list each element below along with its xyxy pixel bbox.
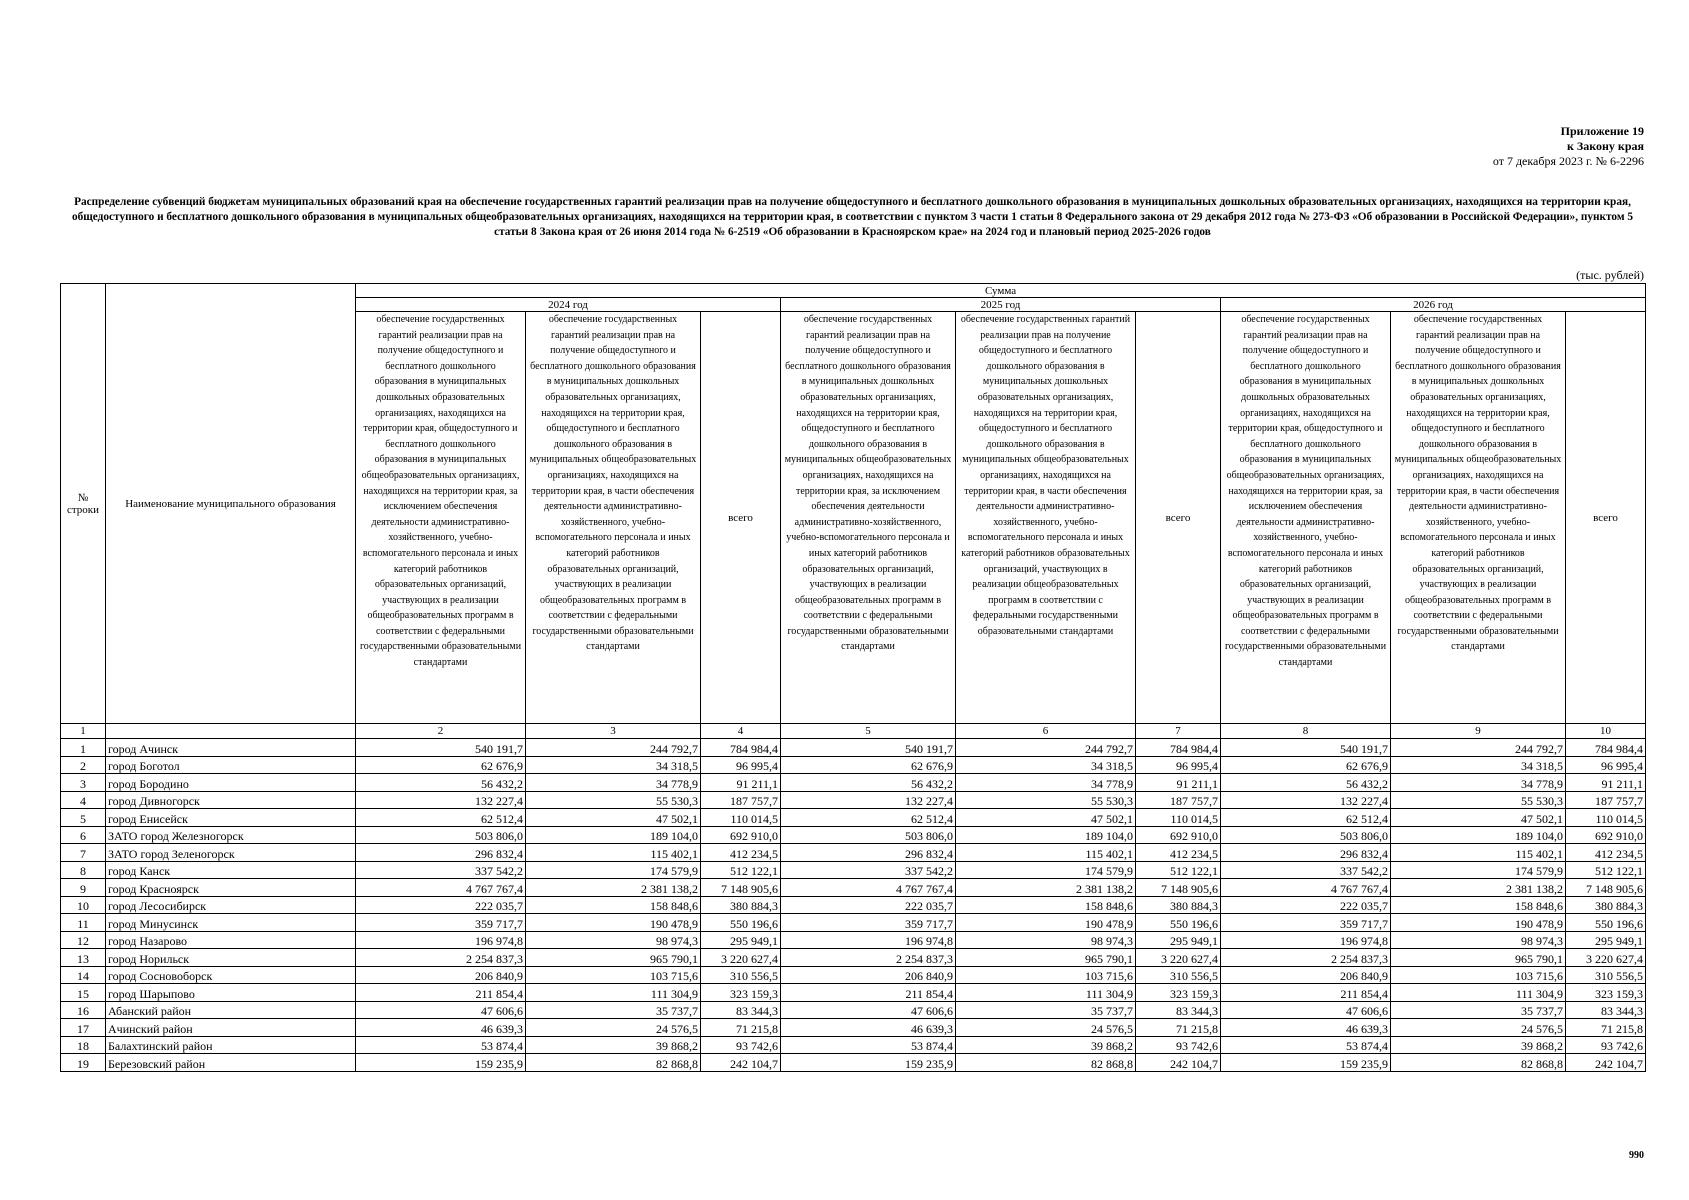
table-row: [61, 791, 1646, 809]
amount-2026-a-cell: 47 606,6: [1221, 1001, 1391, 1019]
amount-2025-total-cell: 71 215,8: [1136, 1019, 1221, 1037]
amount-2025-a-cell: 62 676,9: [781, 756, 956, 774]
amount-2025-b-cell: 103 715,6: [956, 966, 1136, 984]
amount-2024-b-cell: 111 304,9: [526, 984, 701, 1002]
header-municipality-name: Наименование муниципального образования: [106, 284, 356, 724]
amount-2025-a-cell: 56 432,2: [781, 774, 956, 792]
appendix-reference: [1493, 124, 1644, 169]
table-row: [61, 1036, 1646, 1054]
municipality-name-cell: Ачинский район: [106, 1019, 356, 1037]
amount-2024-b-cell: 35 737,7: [526, 1001, 701, 1019]
amount-2024-a-cell: 2 254 837,3: [356, 949, 526, 967]
amount-2026-a-cell: 132 227,4: [1221, 791, 1391, 809]
document-title: Распределение субвенций бюджетам муниципальных образований края на обеспечение государственных гарантий реализации прав на получение общедоступного и бесплатного дошкольного образования в муниципальных дошкольных образовательных организациях, находящихся на территории края, общедоступного и бесплатного дошкольного образования в муниципальных общеобразовательных организациях, находящихся на территории края, в соответствии с пунктом 3 части 1 статьи 8 Федерального закона от 29 декабря 2012 года № 273-ФЗ «Об образовании в Российской Федерации», пунктом 5 статьи 8 Закона края от 26 июня 2014 года № 6-2519 «Об образовании в Красноярском крае» на 2024 год и плановый период 2025-2026 годов: [71, 196, 1634, 238]
amount-2025-b-cell: 2 381 138,2: [956, 879, 1136, 897]
amount-2024-b-cell: 115 402,1: [526, 844, 701, 862]
amount-2024-a-cell: 359 717,7: [356, 914, 526, 932]
appendix-line-3: от 7 декабря 2023 г. № 6-2296: [1492, 154, 1644, 168]
amount-2025-b-cell: 174 579,9: [956, 861, 1136, 879]
amount-2024-b-cell: 98 974,3: [526, 931, 701, 949]
municipality-name-cell: Балахтинский район: [106, 1036, 356, 1054]
amount-2026-b-cell: 47 502,1: [1391, 809, 1566, 827]
amount-2025-total-cell: 692 910,0: [1136, 826, 1221, 844]
amount-2024-a-cell: 4 767 767,4: [356, 879, 526, 897]
amount-2025-a-cell: 2 254 837,3: [781, 949, 956, 967]
table-row: [61, 774, 1646, 792]
header-year-2024: 2024 год: [356, 298, 781, 312]
amount-2026-b-cell: 39 868,2: [1391, 1036, 1566, 1054]
municipality-name-cell: город Сосновоборск: [106, 966, 356, 984]
amount-2024-b-cell: 39 868,2: [526, 1036, 701, 1054]
amount-2026-a-cell: 296 832,4: [1221, 844, 1391, 862]
amount-2026-a-cell: 56 432,2: [1221, 774, 1391, 792]
table-row: [61, 756, 1646, 774]
amount-2026-a-cell: 206 840,9: [1221, 966, 1391, 984]
amount-2024-total-cell: 7 148 905,6: [701, 879, 781, 897]
municipality-name-cell: город Красноярск: [106, 879, 356, 897]
table-row: [61, 966, 1646, 984]
amount-2024-total-cell: 784 984,4: [701, 739, 781, 757]
amount-2024-total-cell: 323 159,3: [701, 984, 781, 1002]
amount-2024-a-cell: 62 676,9: [356, 756, 526, 774]
amount-2026-total-cell: 71 215,8: [1566, 1019, 1646, 1037]
amount-2026-total-cell: 187 757,7: [1566, 791, 1646, 809]
amount-2026-a-cell: 4 767 767,4: [1221, 879, 1391, 897]
amount-2025-a-cell: 62 512,4: [781, 809, 956, 827]
amount-2025-total-cell: 380 884,3: [1136, 896, 1221, 914]
amount-2026-b-cell: 103 715,6: [1391, 966, 1566, 984]
amount-2024-total-cell: 380 884,3: [701, 896, 781, 914]
amount-2025-b-cell: 115 402,1: [956, 844, 1136, 862]
row-number-cell: 19: [61, 1054, 106, 1072]
amount-2025-a-cell: 46 639,3: [781, 1019, 956, 1037]
header-col-5: обеспечение государственных гарантий реализации прав на получение общедоступного и бесплатного дошкольного образования в муниципальных дошкольных образовательных организациях, находящихся на территории края, общедоступного и бесплатного дошкольного образования в муниципальных общеобразовательных организациях, находящихся на территории края, за исключением обеспечения деятельности административно-хозяйственного, учебно-вспомогательного персонала и иных категорий работников образовательных организаций, участвующих в реализации общеобразовательных программ в соответствии с федеральными государственными образовательными стандартами: [781, 312, 956, 724]
table-row: [61, 1054, 1646, 1072]
municipality-name-cell: город Дивногорск: [106, 791, 356, 809]
amount-2025-total-cell: 323 159,3: [1136, 984, 1221, 1002]
amount-2024-a-cell: 222 035,7: [356, 896, 526, 914]
amount-2025-a-cell: 337 542,2: [781, 861, 956, 879]
amount-2024-a-cell: 53 874,4: [356, 1036, 526, 1054]
amount-2025-b-cell: 98 974,3: [956, 931, 1136, 949]
amount-2025-total-cell: 93 742,6: [1136, 1036, 1221, 1054]
row-number-cell: 4: [61, 791, 106, 809]
header-col-3: обеспечение государственных гарантий реализации прав на получение общедоступного и бесплатного дошкольного образования в муниципальных дошкольных образовательных организациях, находящихся на территории края, общедоступного и бесплатного дошкольного образования в муниципальных общеобразовательных организациях, находящихся на территории края, в части обеспечения деятельности административно-хозяйственного, учебно-вспомогательного персонала и иных категорий работников образовательных организаций, участвующих в реализации общеобразовательных программ в соответствии с федеральными государственными образовательными стандартами: [526, 312, 701, 724]
amount-2024-total-cell: 93 742,6: [701, 1036, 781, 1054]
amount-2024-b-cell: 244 792,7: [526, 739, 701, 757]
row-number-cell: 12: [61, 931, 106, 949]
column-number: 3: [526, 724, 701, 739]
header-col-8: обеспечение государственных гарантий реализации прав на получение общедоступного и бесплатного дошкольного образования в муниципальных дошкольных образовательных организациях, находящихся на территории края, общедоступного и бесплатного дошкольного образования в муниципальных общеобразовательных организациях, находящихся на территории края, за исключением обеспечения деятельности административно-хозяйственного, учебно-вспомогательного персонала и иных категорий работников образовательных организаций, участвующих в реализации общеобразовательных программ в соответствии с федеральными государственными образовательными стандартами: [1221, 312, 1391, 724]
amount-2024-total-cell: 71 215,8: [701, 1019, 781, 1037]
amount-2025-b-cell: 158 848,6: [956, 896, 1136, 914]
amount-2026-b-cell: 98 974,3: [1391, 931, 1566, 949]
amount-2024-a-cell: 62 512,4: [356, 809, 526, 827]
amount-2026-total-cell: 91 211,1: [1566, 774, 1646, 792]
amount-2025-b-cell: 244 792,7: [956, 739, 1136, 757]
table-row: [61, 914, 1646, 932]
amount-2025-b-cell: 47 502,1: [956, 809, 1136, 827]
municipality-name-cell: город Боготол: [106, 756, 356, 774]
amount-2026-total-cell: 784 984,4: [1566, 739, 1646, 757]
table-body: [61, 739, 1646, 1072]
amount-2026-a-cell: 159 235,9: [1221, 1054, 1391, 1072]
row-number-cell: 16: [61, 1001, 106, 1019]
amount-2026-a-cell: 53 874,4: [1221, 1036, 1391, 1054]
column-number: 4: [701, 724, 781, 739]
amount-2025-total-cell: 512 122,1: [1136, 861, 1221, 879]
amount-2026-b-cell: 158 848,6: [1391, 896, 1566, 914]
table-row: [61, 1001, 1646, 1019]
amount-2025-total-cell: 7 148 905,6: [1136, 879, 1221, 897]
row-number-cell: 3: [61, 774, 106, 792]
table-row: [61, 809, 1646, 827]
amount-2026-total-cell: 83 344,3: [1566, 1001, 1646, 1019]
amount-2024-b-cell: 24 576,5: [526, 1019, 701, 1037]
appendix-line-1: Приложение 19: [1560, 124, 1644, 138]
amount-2024-a-cell: 46 639,3: [356, 1019, 526, 1037]
amount-2024-total-cell: 310 556,5: [701, 966, 781, 984]
amount-2026-total-cell: 323 159,3: [1566, 984, 1646, 1002]
amount-2024-total-cell: 83 344,3: [701, 1001, 781, 1019]
amount-2026-b-cell: 115 402,1: [1391, 844, 1566, 862]
table-row: [61, 826, 1646, 844]
amount-2025-total-cell: 187 757,7: [1136, 791, 1221, 809]
amount-2026-total-cell: 512 122,1: [1566, 861, 1646, 879]
row-number-cell: 6: [61, 826, 106, 844]
amount-2024-b-cell: 965 790,1: [526, 949, 701, 967]
header-col-7-total: всего: [1136, 312, 1221, 724]
municipality-name-cell: город Норильск: [106, 949, 356, 967]
amount-2024-b-cell: 34 318,5: [526, 756, 701, 774]
amount-2026-total-cell: 295 949,1: [1566, 931, 1646, 949]
column-number: 7: [1136, 724, 1221, 739]
row-number-cell: 13: [61, 949, 106, 967]
amount-2024-b-cell: 2 381 138,2: [526, 879, 701, 897]
amount-2024-total-cell: 187 757,7: [701, 791, 781, 809]
municipality-name-cell: город Лесосибирск: [106, 896, 356, 914]
amount-2024-total-cell: 692 910,0: [701, 826, 781, 844]
amount-2025-total-cell: 3 220 627,4: [1136, 949, 1221, 967]
amount-2025-total-cell: 91 211,1: [1136, 774, 1221, 792]
amount-2025-a-cell: 4 767 767,4: [781, 879, 956, 897]
amount-2026-total-cell: 96 995,4: [1566, 756, 1646, 774]
row-number-cell: 15: [61, 984, 106, 1002]
amount-2026-a-cell: 540 191,7: [1221, 739, 1391, 757]
row-number-cell: 17: [61, 1019, 106, 1037]
amount-2025-a-cell: 359 717,7: [781, 914, 956, 932]
row-number-cell: 9: [61, 879, 106, 897]
amount-2024-a-cell: 47 606,6: [356, 1001, 526, 1019]
header-sum: Сумма: [356, 284, 1646, 298]
amount-2025-total-cell: 295 949,1: [1136, 931, 1221, 949]
amount-2026-b-cell: 190 478,9: [1391, 914, 1566, 932]
table-row: [61, 844, 1646, 862]
column-number: 8: [1221, 724, 1391, 739]
row-number-cell: 10: [61, 896, 106, 914]
amount-2026-b-cell: 2 381 138,2: [1391, 879, 1566, 897]
amount-2026-a-cell: 62 512,4: [1221, 809, 1391, 827]
header-row-number: № строки: [61, 284, 106, 724]
amount-2024-total-cell: 242 104,7: [701, 1054, 781, 1072]
amount-2026-a-cell: 196 974,8: [1221, 931, 1391, 949]
amount-2025-b-cell: 34 778,9: [956, 774, 1136, 792]
amount-2026-a-cell: 359 717,7: [1221, 914, 1391, 932]
amount-2025-b-cell: 965 790,1: [956, 949, 1136, 967]
amount-2025-a-cell: 53 874,4: [781, 1036, 956, 1054]
row-number-cell: 8: [61, 861, 106, 879]
amount-2024-b-cell: 55 530,3: [526, 791, 701, 809]
amount-2026-b-cell: 34 778,9: [1391, 774, 1566, 792]
column-number: 6: [956, 724, 1136, 739]
amount-2025-a-cell: 222 035,7: [781, 896, 956, 914]
amount-2025-a-cell: 296 832,4: [781, 844, 956, 862]
amount-2025-b-cell: 55 530,3: [956, 791, 1136, 809]
table-row: [61, 896, 1646, 914]
amount-2025-b-cell: 189 104,0: [956, 826, 1136, 844]
column-number: [106, 724, 356, 739]
amount-2024-b-cell: 158 848,6: [526, 896, 701, 914]
header-col-2: обеспечение государственных гарантий реализации прав на получение общедоступного и бесплатного дошкольного образования в муниципальных дошкольных образовательных организациях, находящихся на территории края, общедоступного и бесплатного дошкольного образования в муниципальных общеобразовательных организациях, находящихся на территории края, за исключением обеспечения деятельности административно-хозяйственного, учебно-вспомогательного персонала и иных категорий работников образовательных организаций, участвующих в реализации общеобразовательных программ в соответствии с федеральными государственными образовательными стандартами: [356, 312, 526, 724]
row-number-cell: 2: [61, 756, 106, 774]
amount-2026-b-cell: 174 579,9: [1391, 861, 1566, 879]
amount-2026-b-cell: 82 868,8: [1391, 1054, 1566, 1072]
amount-2026-b-cell: 55 530,3: [1391, 791, 1566, 809]
row-number-cell: 11: [61, 914, 106, 932]
amount-2026-a-cell: 222 035,7: [1221, 896, 1391, 914]
amount-2026-total-cell: 7 148 905,6: [1566, 879, 1646, 897]
amount-2025-a-cell: 206 840,9: [781, 966, 956, 984]
municipality-name-cell: ЗАТО город Зеленогорск: [106, 844, 356, 862]
amount-2025-a-cell: 503 806,0: [781, 826, 956, 844]
column-number: 2: [356, 724, 526, 739]
amount-2025-a-cell: 132 227,4: [781, 791, 956, 809]
row-number-cell: 14: [61, 966, 106, 984]
municipality-name-cell: Березовский район: [106, 1054, 356, 1072]
column-number: 10: [1566, 724, 1646, 739]
amount-2026-total-cell: 110 014,5: [1566, 809, 1646, 827]
table-row: [61, 931, 1646, 949]
amount-2025-a-cell: 540 191,7: [781, 739, 956, 757]
header-year-2026: 2026 год: [1221, 298, 1646, 312]
amount-2025-b-cell: 82 868,8: [956, 1054, 1136, 1072]
subvention-table: [60, 283, 1646, 1072]
amount-2024-total-cell: 96 995,4: [701, 756, 781, 774]
amount-2026-b-cell: 35 737,7: [1391, 1001, 1566, 1019]
amount-2024-total-cell: 412 234,5: [701, 844, 781, 862]
row-number-cell: 18: [61, 1036, 106, 1054]
amount-2026-a-cell: 46 639,3: [1221, 1019, 1391, 1037]
amount-2026-b-cell: 24 576,5: [1391, 1019, 1566, 1037]
amount-2024-b-cell: 82 868,8: [526, 1054, 701, 1072]
amount-2024-total-cell: 512 122,1: [701, 861, 781, 879]
table-row: [61, 861, 1646, 879]
amount-2024-a-cell: 211 854,4: [356, 984, 526, 1002]
amount-2026-a-cell: 211 854,4: [1221, 984, 1391, 1002]
amount-2024-total-cell: 295 949,1: [701, 931, 781, 949]
table-row: [61, 1019, 1646, 1037]
appendix-line-2: к Закону края: [1567, 139, 1644, 153]
row-number-cell: 5: [61, 809, 106, 827]
municipality-name-cell: город Канск: [106, 861, 356, 879]
amount-2025-b-cell: 34 318,5: [956, 756, 1136, 774]
table-row: [61, 949, 1646, 967]
municipality-name-cell: город Бородино: [106, 774, 356, 792]
amount-2025-total-cell: 784 984,4: [1136, 739, 1221, 757]
header-year-2025: 2025 год: [781, 298, 1221, 312]
amount-2026-total-cell: 692 910,0: [1566, 826, 1646, 844]
column-number: 5: [781, 724, 956, 739]
amount-2024-total-cell: 110 014,5: [701, 809, 781, 827]
amount-2024-a-cell: 56 432,2: [356, 774, 526, 792]
amount-2025-a-cell: 196 974,8: [781, 931, 956, 949]
amount-2025-total-cell: 412 234,5: [1136, 844, 1221, 862]
table-row: [61, 739, 1646, 757]
amount-2026-a-cell: 62 676,9: [1221, 756, 1391, 774]
amount-2024-total-cell: 550 196,6: [701, 914, 781, 932]
row-number-cell: 7: [61, 844, 106, 862]
amount-2025-b-cell: 24 576,5: [956, 1019, 1136, 1037]
amount-2025-total-cell: 242 104,7: [1136, 1054, 1221, 1072]
units-label: (тыс. рублей): [1576, 268, 1644, 282]
amount-2024-a-cell: 159 235,9: [356, 1054, 526, 1072]
amount-2024-b-cell: 190 478,9: [526, 914, 701, 932]
amount-2025-total-cell: 550 196,6: [1136, 914, 1221, 932]
amount-2025-a-cell: 211 854,4: [781, 984, 956, 1002]
amount-2024-a-cell: 337 542,2: [356, 861, 526, 879]
municipality-name-cell: город Ачинск: [106, 739, 356, 757]
amount-2024-b-cell: 103 715,6: [526, 966, 701, 984]
column-number: 1: [61, 724, 106, 739]
amount-2024-a-cell: 196 974,8: [356, 931, 526, 949]
amount-2026-b-cell: 189 104,0: [1391, 826, 1566, 844]
header-col-6: обеспечение государственных гарантий реализации прав на получение общедоступного и бесплатного дошкольного образования в муниципальных дошкольных образовательных организациях, находящихся на территории края, общедоступного и бесплатного дошкольного образования в муниципальных общеобразовательных организациях, находящихся на территории края, в части обеспечения деятельности административно-хозяйственного, учебно-вспомогательного персонала и иных категорий работников образовательных организаций, участвующих в реализации общеобразовательных программ в соответствии с федеральными государственными образовательными стандартами: [956, 312, 1136, 724]
amount-2026-total-cell: 380 884,3: [1566, 896, 1646, 914]
amount-2024-a-cell: 503 806,0: [356, 826, 526, 844]
table-row: [61, 879, 1646, 897]
municipality-name-cell: город Енисейск: [106, 809, 356, 827]
row-number-cell: 1: [61, 739, 106, 757]
amount-2024-a-cell: 132 227,4: [356, 791, 526, 809]
amount-2026-total-cell: 550 196,6: [1566, 914, 1646, 932]
amount-2024-a-cell: 540 191,7: [356, 739, 526, 757]
amount-2026-total-cell: 93 742,6: [1566, 1036, 1646, 1054]
amount-2026-b-cell: 965 790,1: [1391, 949, 1566, 967]
amount-2025-total-cell: 96 995,4: [1136, 756, 1221, 774]
amount-2026-a-cell: 503 806,0: [1221, 826, 1391, 844]
amount-2024-b-cell: 47 502,1: [526, 809, 701, 827]
municipality-name-cell: город Назарово: [106, 931, 356, 949]
amount-2024-total-cell: 3 220 627,4: [701, 949, 781, 967]
amount-2025-b-cell: 190 478,9: [956, 914, 1136, 932]
header-col-4-total: всего: [701, 312, 781, 724]
table-row: [61, 984, 1646, 1002]
amount-2024-a-cell: 206 840,9: [356, 966, 526, 984]
amount-2026-total-cell: 3 220 627,4: [1566, 949, 1646, 967]
amount-2025-b-cell: 35 737,7: [956, 1001, 1136, 1019]
municipality-name-cell: город Минусинск: [106, 914, 356, 932]
amount-2026-b-cell: 111 304,9: [1391, 984, 1566, 1002]
amount-2025-a-cell: 47 606,6: [781, 1001, 956, 1019]
amount-2026-total-cell: 310 556,5: [1566, 966, 1646, 984]
amount-2025-a-cell: 159 235,9: [781, 1054, 956, 1072]
amount-2024-b-cell: 34 778,9: [526, 774, 701, 792]
amount-2025-total-cell: 110 014,5: [1136, 809, 1221, 827]
amount-2025-total-cell: 310 556,5: [1136, 966, 1221, 984]
amount-2024-total-cell: 91 211,1: [701, 774, 781, 792]
amount-2025-b-cell: 111 304,9: [956, 984, 1136, 1002]
header-col-10-total: всего: [1566, 312, 1646, 724]
amount-2024-b-cell: 174 579,9: [526, 861, 701, 879]
amount-2025-total-cell: 83 344,3: [1136, 1001, 1221, 1019]
column-number: 9: [1391, 724, 1566, 739]
municipality-name-cell: город Шарыпово: [106, 984, 356, 1002]
amount-2026-b-cell: 244 792,7: [1391, 739, 1566, 757]
page-number: 990: [1629, 1150, 1644, 1161]
header-col-9: обеспечение государственных гарантий реализации прав на получение общедоступного и бесплатного дошкольного образования в муниципальных дошкольных образовательных организациях, находящихся на территории края, общедоступного и бесплатного дошкольного образования в муниципальных общеобразовательных организациях, находящихся на территории края, в части обеспечения деятельности административно-хозяйственного, учебно-вспомогательного персонала и иных категорий работников образовательных организаций, участвующих в реализации общеобразовательных программ в соответствии с федеральными государственными образовательными стандартами: [1391, 312, 1566, 724]
amount-2026-a-cell: 337 542,2: [1221, 861, 1391, 879]
amount-2026-a-cell: 2 254 837,3: [1221, 949, 1391, 967]
amount-2026-total-cell: 242 104,7: [1566, 1054, 1646, 1072]
amount-2026-total-cell: 412 234,5: [1566, 844, 1646, 862]
amount-2024-b-cell: 189 104,0: [526, 826, 701, 844]
municipality-name-cell: ЗАТО город Железногорск: [106, 826, 356, 844]
amount-2024-a-cell: 296 832,4: [356, 844, 526, 862]
amount-2026-b-cell: 34 318,5: [1391, 756, 1566, 774]
amount-2025-b-cell: 39 868,2: [956, 1036, 1136, 1054]
municipality-name-cell: Абанский район: [106, 1001, 356, 1019]
